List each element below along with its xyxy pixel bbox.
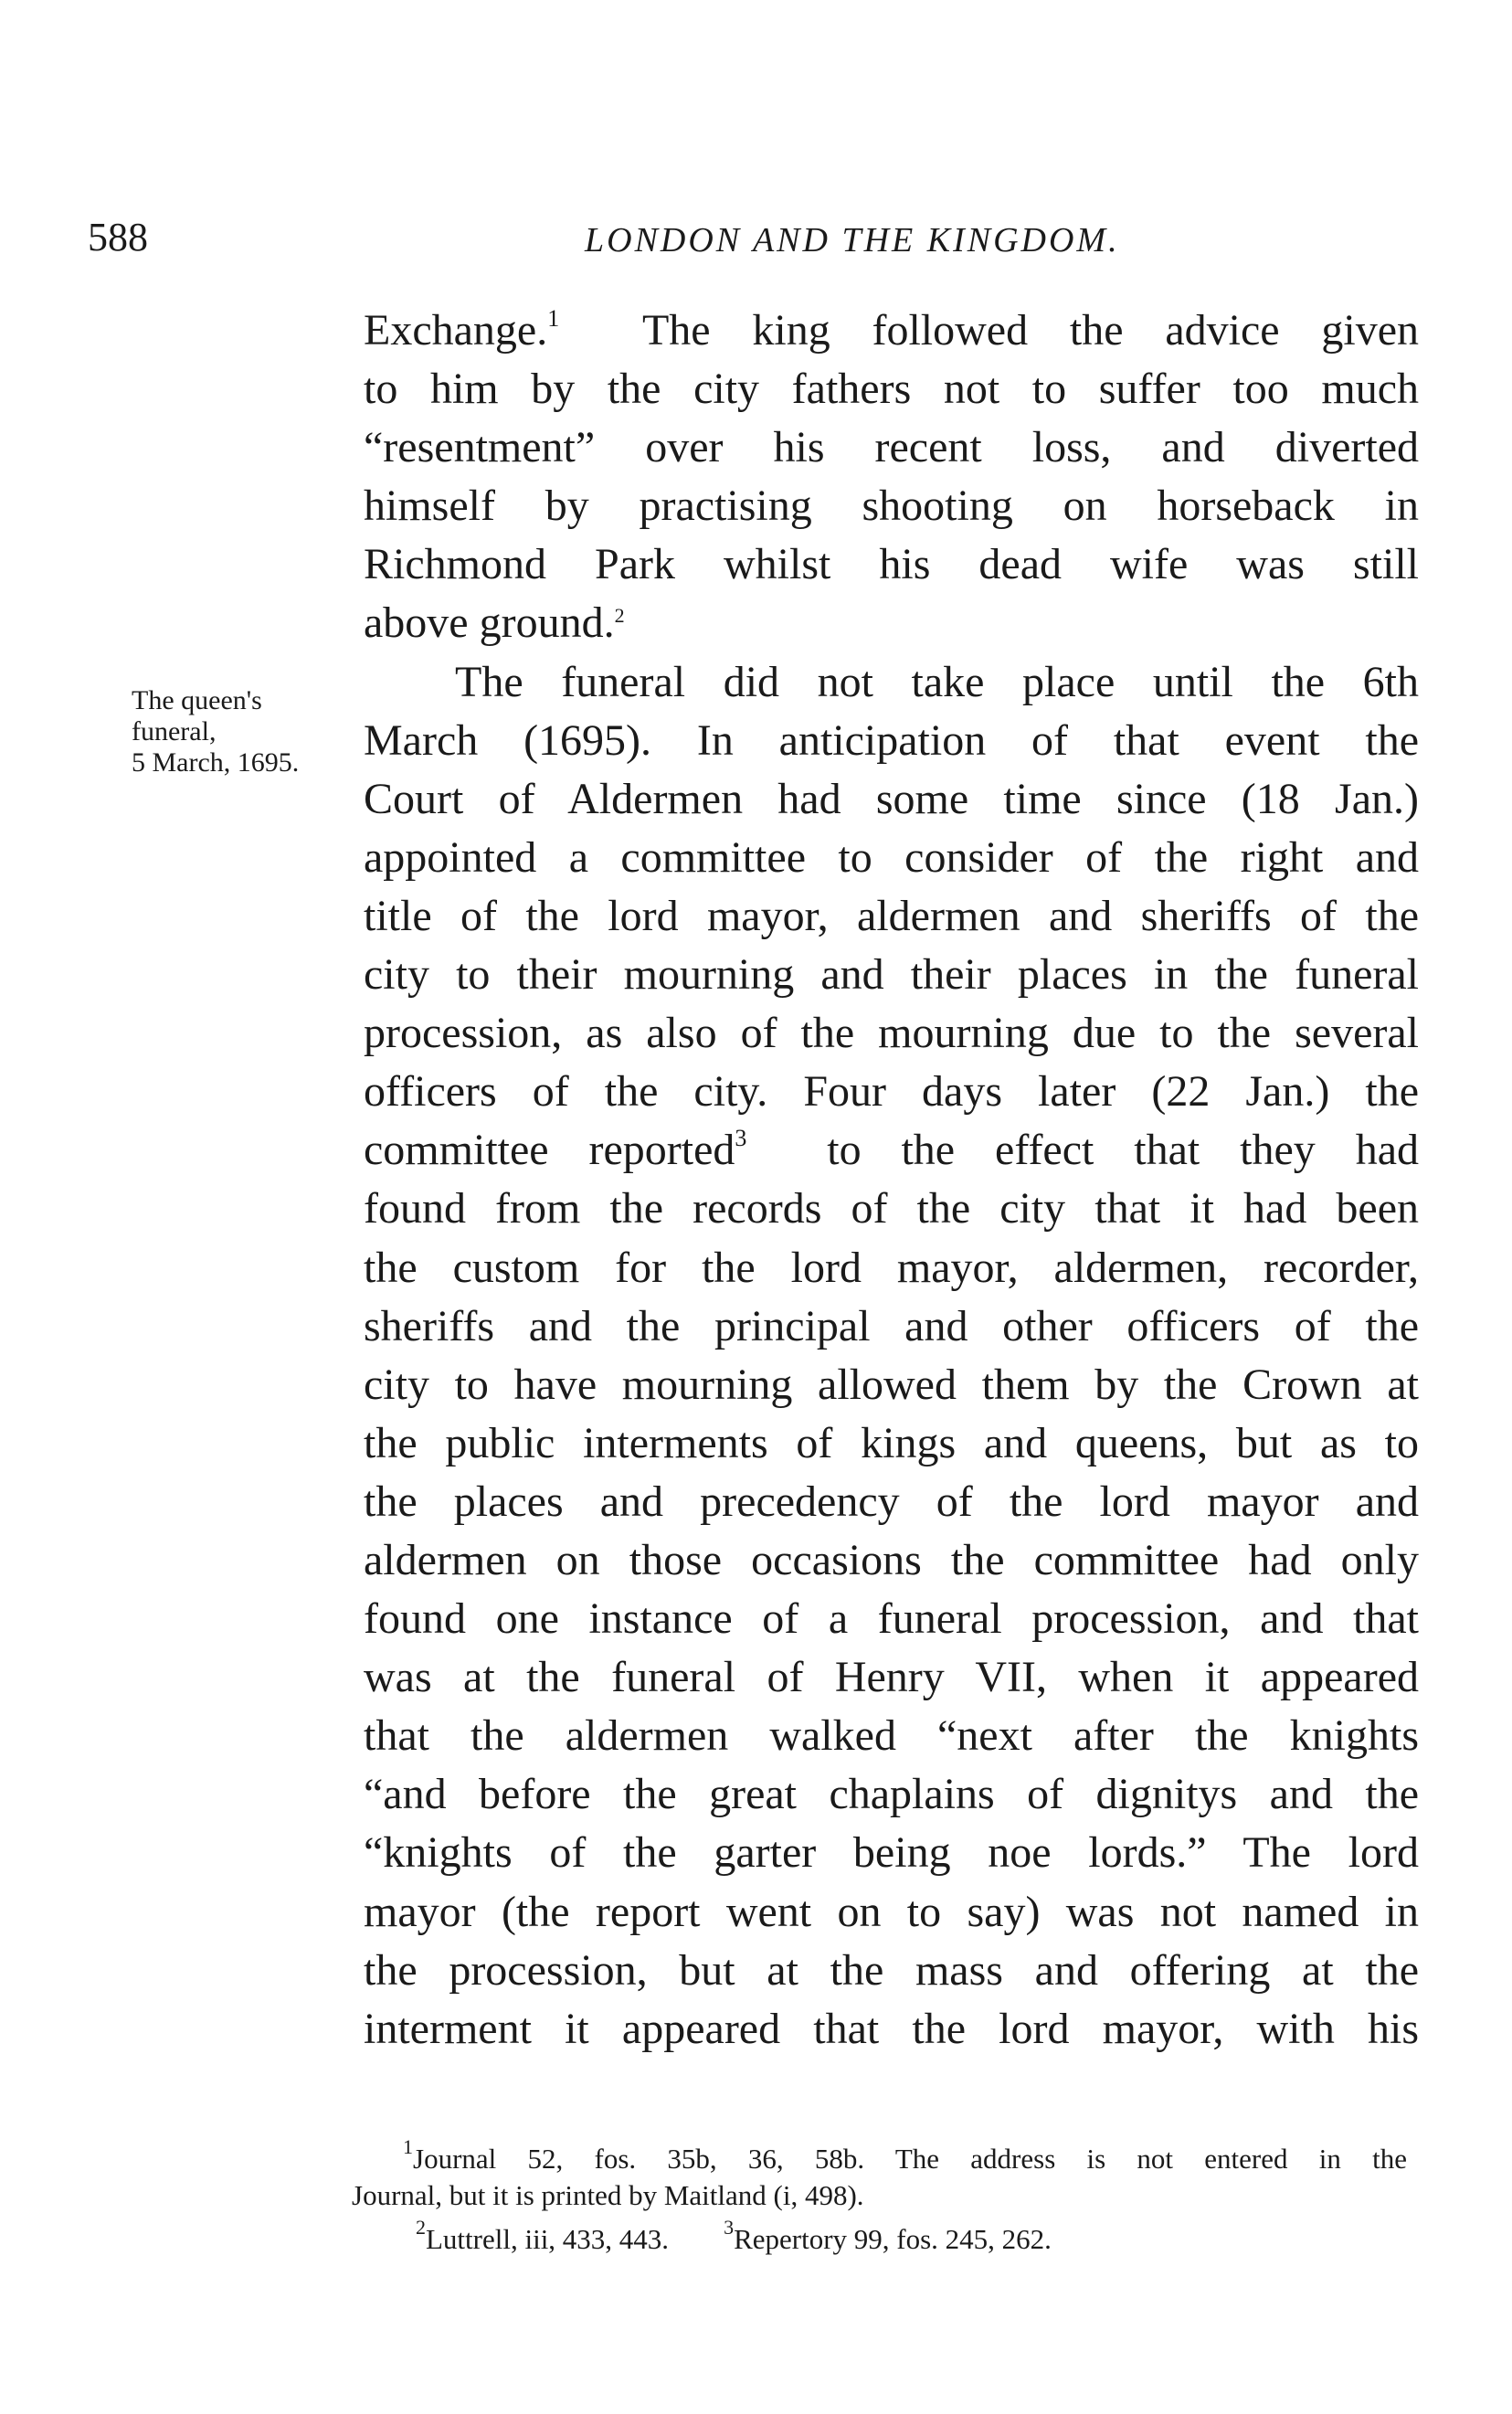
- text-line: March (1695). In anticipation of that event the: [364, 715, 1419, 765]
- text-line: committee reported$^3$ to the effect that they had: [364, 1125, 1420, 1175]
- text-line: the places and precedency of the lord mayor and: [364, 1477, 1419, 1526]
- text-line: procession, as also of the mourning due to the several: [364, 1009, 1419, 1058]
- text-line: appointed a committee to consider of the right and: [364, 832, 1419, 882]
- footnote-mark: 3: [724, 2216, 735, 2239]
- text-line: that the aldermen walked “next after the knights: [364, 1711, 1419, 1761]
- footnote-3: Repertory 99, fos. 245, 262.: [734, 2223, 1052, 2255]
- text-line: officers of the city. Four days later (22 Jan.) the: [364, 1067, 1419, 1117]
- text-line: city to their mourning and their places in the funeral: [364, 950, 1419, 1000]
- footnote-mark: 3: [735, 1125, 747, 1152]
- margin-note: [132, 685, 355, 778]
- text-line: city to have mourning allowed them by the Crown at: [364, 1360, 1419, 1409]
- margin-note-line: The queen's: [132, 685, 262, 715]
- text-line: The funeral did not take place until the 6th: [455, 657, 1419, 706]
- footnote-mark: 1: [403, 2135, 413, 2158]
- text-line: found from the records of the city that it had been: [364, 1184, 1419, 1233]
- text-line: “knights of the garter being noe lords.” The lord: [364, 1828, 1419, 1878]
- text-line: above ground.$^2$: [364, 598, 625, 648]
- text-line: was at the funeral of Henry VII, when it appeared: [364, 1653, 1419, 1702]
- text-line: the procession, but at the mass and offering at the: [364, 1945, 1419, 1995]
- footnotes: [352, 2135, 1407, 2258]
- text-line: himself by practising shooting on horseback in: [364, 482, 1419, 531]
- text-line: “resentment” over his recent loss, and diverted: [364, 423, 1419, 472]
- text-line: Exchange.$^1$ The king followed the advice given: [364, 305, 1419, 355]
- text-line: the custom for the lord mayor, aldermen, recorder,: [364, 1243, 1419, 1292]
- text-line: aldermen on those occasions the committee had only: [364, 1535, 1419, 1584]
- text-line: the public interments of kings and queens, but as to: [364, 1418, 1419, 1467]
- footnote-mark: 1: [547, 305, 560, 332]
- margin-note-line: funeral,: [132, 716, 217, 746]
- page-number: 588: [88, 215, 148, 259]
- footnote-2: Luttrell, iii, 433, 443.: [426, 2223, 670, 2255]
- text-line: title of the lord mayor, aldermen and sheriffs of the: [364, 891, 1419, 940]
- text-line: mayor (the report went on to say) was not named in: [364, 1887, 1419, 1936]
- text-line: found one instance of a funeral procession, and that: [364, 1594, 1419, 1644]
- footnotes-2-3: [352, 2216, 1407, 2258]
- text-line: “and before the great chaplains of dignitys and the: [364, 1770, 1419, 1819]
- text-line: to him by the city fathers not to suffer too much: [364, 365, 1419, 414]
- footnote-mark: 2: [614, 604, 625, 628]
- footnote-mark: 2: [416, 2216, 426, 2239]
- text-line: sheriffs and the principal and other officers of the: [364, 1301, 1419, 1350]
- text-line: Richmond Park whilst his dead wife was still: [364, 540, 1419, 589]
- footnote-1-continued: Journal, but it is printed by Maitland (i, 498).: [352, 2179, 864, 2211]
- margin-note-line: 5 March, 1695.: [132, 747, 300, 778]
- text-line: interment it appeared that the lord mayor, with his: [364, 2004, 1419, 2053]
- text-line: Court of Aldermen had some time since (18 Jan.): [364, 774, 1419, 823]
- body-text: [364, 302, 1419, 2059]
- footnote-1: $^1$Journal 52, fos. 35b, 36, 58b. The address is not entered in the: [403, 2135, 1407, 2175]
- running-head: LONDON AND THE KINGDOM.: [585, 221, 1120, 259]
